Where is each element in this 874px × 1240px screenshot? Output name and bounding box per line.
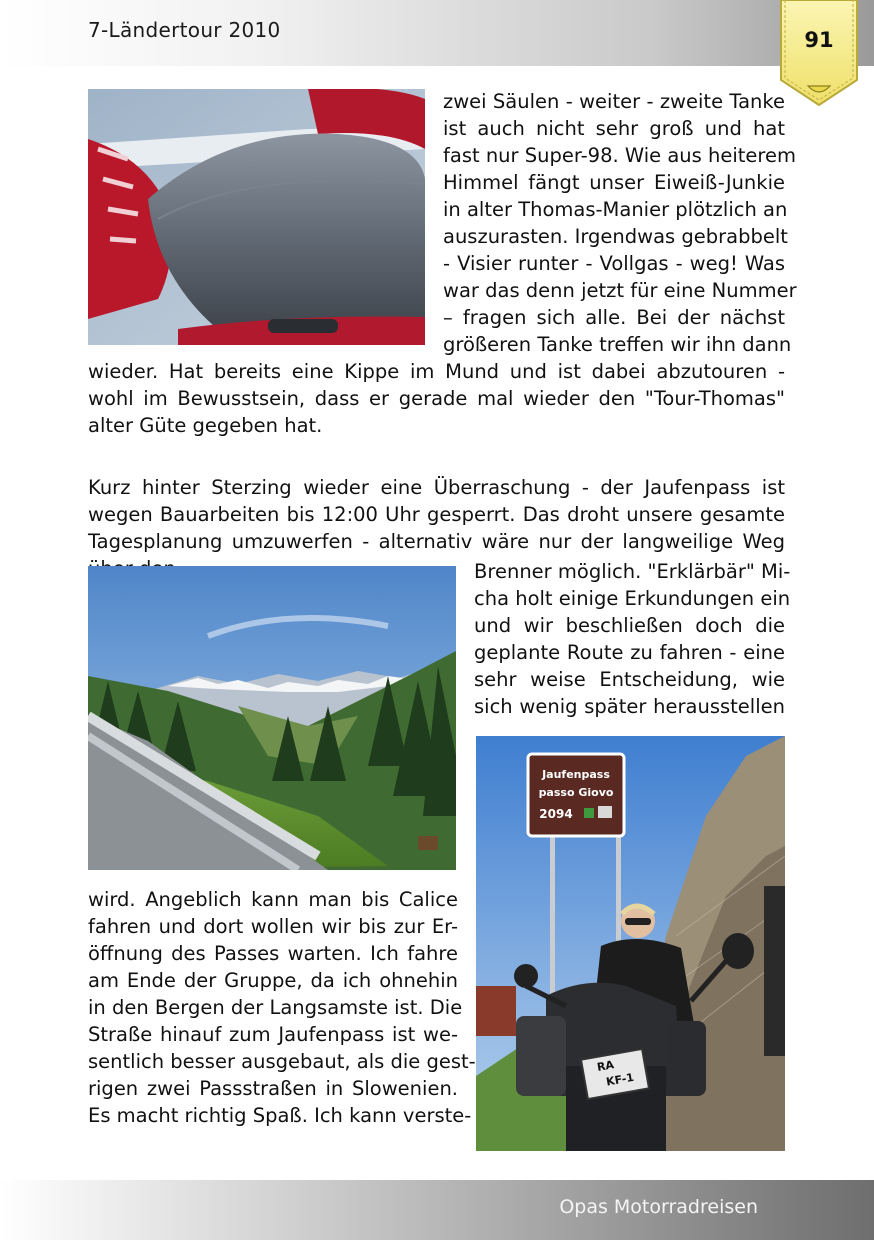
text-line: geplante Route zu fahren - eine [474, 641, 785, 664]
text-line: öffnung des Passes warten. Ich fahre [88, 942, 458, 965]
text-line: in den Bergen der Langsamste ist. Die [88, 996, 463, 1019]
paragraph-1-continuation: wieder. Hat bereits eine Kippe im Mund und ist dabei abzutouren - wohl im Bewusstsein, dass er gerade mal wieder den "Tour-Thomas" alter Güte gegeben hat. [88, 360, 785, 437]
photo-motorcycle-seat [88, 89, 425, 345]
text-line: - Visier runter - Vollgas - weg! Was [443, 252, 785, 275]
text-line: fahren und dort wollen wir bis zur Er- [88, 915, 458, 938]
text-line: Himmel fängt unser Eiweiß-Junkie [443, 171, 785, 194]
header-title: 7-Ländertour 2010 [88, 18, 281, 42]
sign-line-2: passo Giovo [538, 786, 614, 799]
text-line: – fragen sich alle. Bei der nächst [443, 306, 785, 329]
text-line: Brenner möglich. "Erklärbär" Mi- [474, 560, 791, 583]
paragraph-2-intro: Kurz hinter Sterzing wieder eine Überraschung - der Jaufenpass ist wegen Bauarbeiten bis 12:00 Uhr gesperrt. Das droht unsere gesamte Tagesplanung umzuwerfen - alternativ wäre nur der langweilige Weg [88, 476, 785, 553]
sign-altitude: 2094 [539, 807, 573, 821]
text-line: fast nur Super-98. Wie aus heiterem [443, 144, 797, 167]
text-line: sich wenig später herausstellen [474, 695, 785, 718]
text-line: zwei Säulen - weiter - zweite Tanke [443, 90, 785, 113]
text-line: Es macht richtig Spaß. Ich kann verste- [88, 1104, 472, 1127]
plate-line-2: KF-1 [605, 1070, 635, 1089]
text-line: auszurasten. Irgendwas gebrabbelt [443, 225, 788, 248]
text-line: am Ende der Gruppe, da ich ohnehin [88, 969, 458, 992]
text-line: cha holt einige Erkundungen ein [474, 587, 791, 610]
page-number: 91 [804, 28, 834, 52]
text-line: sehr weise Entscheidung, wie [474, 668, 785, 691]
photo-alpine-valley [88, 566, 456, 870]
text-line: sentlich besser ausgebaut, als die gest- [88, 1050, 476, 1073]
sign-line-1: Jaufenpass [542, 768, 610, 781]
text-line: in alter Thomas-Manier plötzlich an [443, 198, 788, 221]
plate-line-1: RA [595, 1058, 615, 1074]
footer-title: Opas Motorradreisen [559, 1196, 758, 1218]
text-line: wird. Angeblich kann man bis Calice [88, 888, 458, 911]
text-line: ist auch nicht sehr groß und hat [443, 117, 785, 140]
text-line: und wir beschließen doch die [474, 614, 785, 637]
photo-jaufenpass-sign-rider [476, 736, 785, 1151]
text-line: größeren Tanke treffen wir ihn dann [443, 333, 792, 356]
text-line: Straße hinauf zum Jaufenpass ist we- [88, 1023, 458, 1046]
text-line: war das denn jetzt für eine Nummer [443, 279, 797, 302]
page-number-badge [780, 0, 858, 106]
text-line: rigen zwei Passstraßen in Slowenien. [88, 1077, 458, 1100]
